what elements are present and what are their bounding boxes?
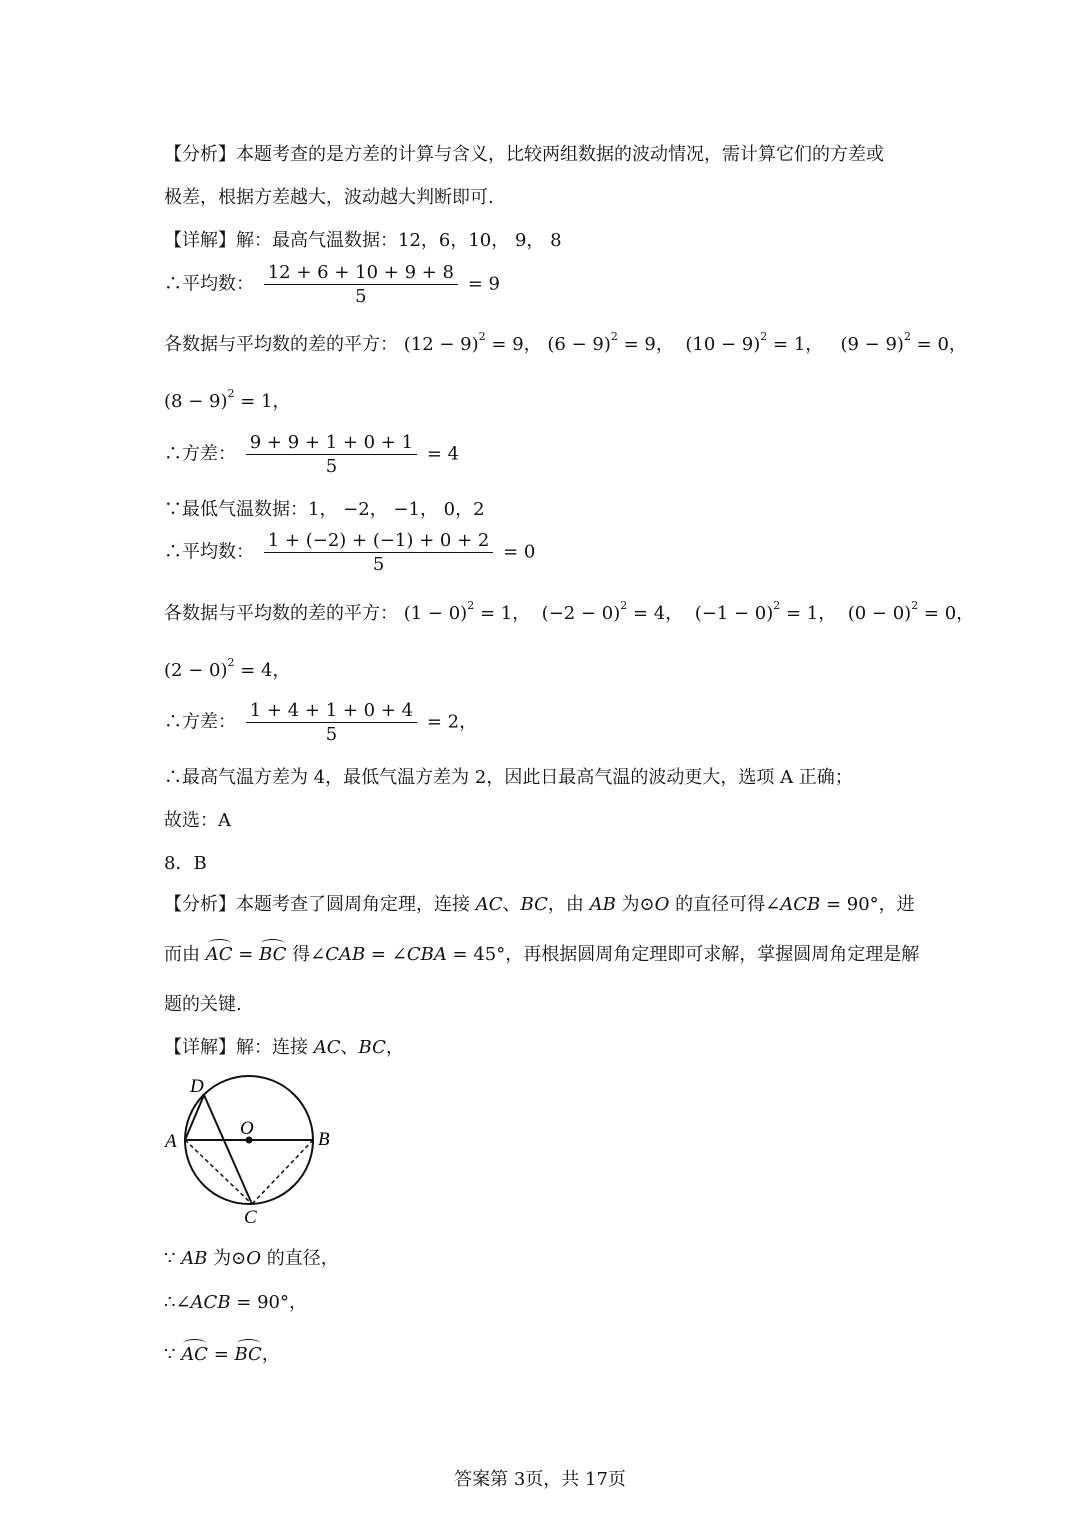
q8-analysis-line3: 题的关键. <box>164 994 242 1015</box>
q7-squares-high-last: $(8 - 9)^2 = 1$， <box>164 387 291 412</box>
fraction: $\frac{1 + 4 + 1 + 0 + 4}{5}$ <box>246 700 417 745</box>
page-footer: 答案第 3页，共 17页 <box>454 1469 626 1490</box>
q7-detail-heading: 【详解】解：最高气温数据：12，6，10， 9， 8 <box>164 230 562 251</box>
label-d: D <box>190 1076 204 1097</box>
q8-step2: ∴∠ACB = 90°， <box>164 1292 307 1313</box>
q7-conclusion: ∴最高气温方差为 4，最低气温方差为 2，因此日最高气温的波动更大，选项 A 正确； <box>164 767 853 788</box>
label-o: O <box>240 1118 254 1139</box>
q7-analysis-line1: 【分析】本题考查的是方差的计算与含义，比较两组数据的波动情况，需计算它们的方差或 <box>164 144 884 165</box>
q7-variance-high: ∴方差： $\frac{9 + 9 + 1 + 0 + 1}{5}$ = 4 <box>164 432 460 477</box>
fraction: $\frac{1 + (-2) + (-1) + 0 + 2}{5}$ <box>264 530 494 575</box>
q8-analysis-line2: 而由 AC = BC 得∠CAB = ∠CBA = 45°，再根据圆周角定理即可求解，掌握圆周角定理是解 <box>164 944 920 965</box>
q7-mean-low: ∴平均数： $\frac{1 + (-2) + (-1) + 0 + 2}{5}$ = 0 <box>164 530 536 575</box>
q7-squares-high: 各数据与平均数的差的平方： $(12 - 9)^2 = 9$， $(6 - 9)^2 = 9$， $(10 - 9)^2 = 1$， $(9 - 9)^2 = 0$， <box>164 330 967 355</box>
q7-variance-low: ∴方差： $\frac{1 + 4 + 1 + 0 + 4}{5}$ = 2， <box>164 700 478 745</box>
q8-analysis-line1: 【分析】本题考查了圆周角定理，连接 AC、BC，由 AB 为⊙O 的直径可得∠ACB = 90°，进 <box>164 894 915 915</box>
q7-choice: 故选：A <box>164 810 231 831</box>
q8-step3: ∵ AC = BC， <box>164 1344 280 1365</box>
label-b: B <box>318 1129 330 1150</box>
q7-mean-high: ∴平均数： $\frac{12 + 6 + 10 + 9 + 8}{5}$ = 9 <box>164 262 501 307</box>
circle-geometry-figure <box>160 1068 350 1228</box>
q7-squares-low: 各数据与平均数的差的平方： $(1 - 0)^2 = 1$， $(-2 - 0)^2 = 4$， $(-1 - 0)^2 = 1$， $(0 - 0)^2 = 0$， <box>164 599 975 624</box>
q8-detail: 【详解】解：连接 AC、BC， <box>164 1037 404 1058</box>
q7-analysis-line2: 极差，根据方差越大，波动越大判断即可. <box>164 187 494 208</box>
q7-squares-low-last: $(2 - 0)^2 = 4$， <box>164 656 291 681</box>
segment-ad <box>185 1095 204 1140</box>
segment-ac <box>185 1140 252 1204</box>
label-c: C <box>244 1207 257 1228</box>
segment-dc <box>204 1095 252 1204</box>
fraction: $\frac{12 + 6 + 10 + 9 + 8}{5}$ <box>264 262 458 307</box>
fraction: $\frac{9 + 9 + 1 + 0 + 1}{5}$ <box>246 432 417 477</box>
q8-number: 8．B <box>164 853 207 874</box>
q8-step1: ∵ AB 为⊙O 的直径， <box>164 1248 339 1269</box>
q7-low-data: ∵最低气温数据：1， −2， −1， 0，2 <box>164 499 485 520</box>
label-a: A <box>165 1131 177 1152</box>
